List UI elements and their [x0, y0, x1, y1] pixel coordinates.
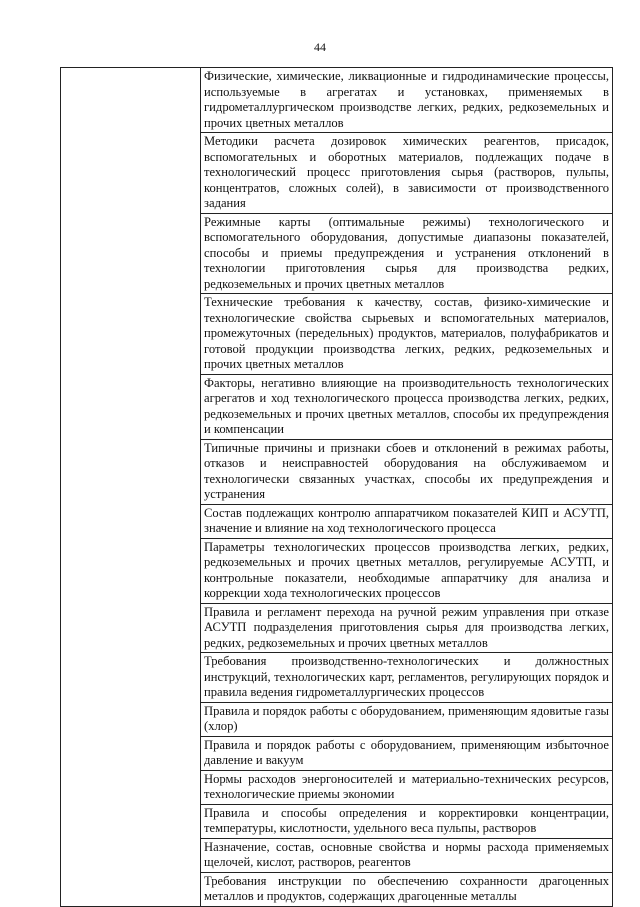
requirement-item: Правила и порядок работы с оборудованием, применяющим ядовитые газы (хлор) [201, 702, 613, 736]
requirement-item: Правила и регламент перехода на ручной режим управления при отказе АСУТП подразделения приготовления сырья для производства легких, редких, редкоземельных и прочих цветных металлов [201, 603, 613, 653]
requirement-item: Назначение, состав, основные свойства и нормы расхода применяемых щелочей, кислот, растворов, реагентов [201, 838, 613, 872]
requirement-item: Физические, химические, ликвационные и гидродинамические процессы, используемые в агрегатах и установках, применяемых в гидрометаллургическом производстве легких, редких, редкоземельных и прочих цветных металлов [201, 68, 613, 133]
requirement-item: Методики расчета дозировок химических реагентов, присадок, вспомогательных и оборотных материалов, подлежащих подаче в технологический процесс приготовления сырья (растворов, пульпы, концентратов, сложных солей), в зависимости от производственного задания [201, 133, 613, 214]
table-row [61, 68, 613, 133]
knowledge-requirements-table [60, 67, 613, 907]
page-number: 44 [314, 40, 326, 54]
requirement-item: Параметры технологических процессов производства легких, редких, редкоземельных и прочих цветных металлов, регулируемые АСУТП, и контрольные показатели, необходимые аппаратчику для анализа и коррекции хода технологических процессов [201, 538, 613, 603]
requirement-item: Типичные причины и признаки сбоев и отклонений в режимах работы, отказов и неисправностей оборудования на обслуживаемом и технологически связанных участках, способы их предупреждения и устранения [201, 439, 613, 504]
requirement-item: Состав подлежащих контролю аппаратчиком показателей КИП и АСУТП, значение и влияние на ход технологического процесса [201, 504, 613, 538]
requirement-item: Требования производственно-технологических и должностных инструкций, технологических карт, регламентов, регулирующих порядок и правила ведения гидрометаллургических процессов [201, 653, 613, 703]
requirement-item: Нормы расходов энергоносителей и материально-технических ресурсов, технологические приемы экономии [201, 770, 613, 804]
requirement-item: Требования инструкции по обеспечению сохранности драгоценных металлов и продуктов, содержащих драгоценные металлы [201, 872, 613, 906]
requirement-item: Правила и способы определения и корректировки концентрации, температуры, кислотности, удельного веса пульпы, растворов [201, 804, 613, 838]
requirement-item: Технические требования к качеству, состав, физико-химические и технологические свойства сырьевых и вспомогательных материалов, промежуточных (передельных) продуктов, материалов, полуфабрикатов и готовой продукции производства легких, редких, редкоземельных и прочих цветных металлов [201, 294, 613, 375]
section-label-cell [61, 68, 201, 907]
requirement-item: Режимные карты (оптимальные режимы) технологического и вспомогательного оборудования, допустимые диапазоны показателей, способы и приемы предупреждения и устранения отклонений в технологии приготовления сырья для производства редких, редкоземельных и прочих цветных металлов [201, 213, 613, 294]
requirement-item: Правила и порядок работы с оборудованием, применяющим избыточное давление и вакуум [201, 736, 613, 770]
requirement-item: Факторы, негативно влияющие на производительность технологических агрегатов и ход технологического процесса производства легких, редких, редкоземельных и прочих цветных металлов, способы их предупреждения и компенсации [201, 374, 613, 439]
